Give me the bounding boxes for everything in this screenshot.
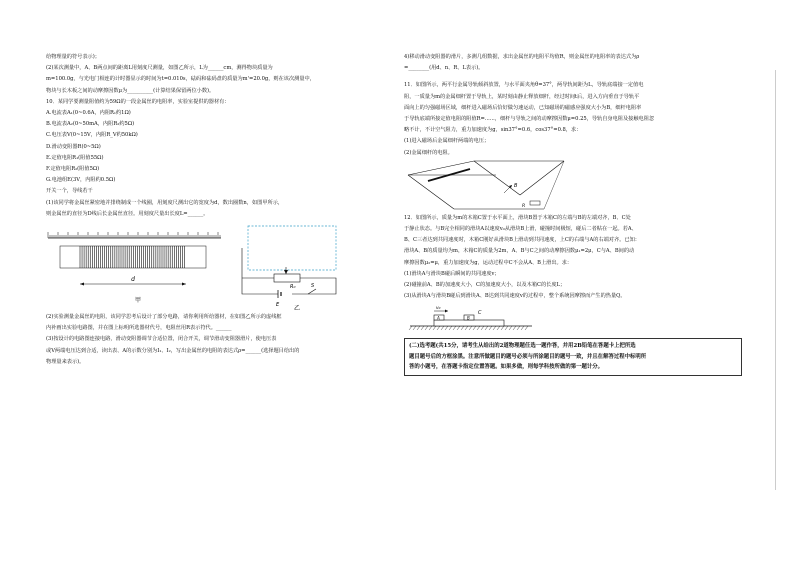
figure-inclined-rails: [404, 159, 742, 213]
figure-coil-and-circuit: [46, 224, 376, 312]
text-line: 于导轨底端所接定值电阻的阻值R=......，细杆与导轨之间的动摩擦因数μ=0.25，导轨自身电阻及接触电阻忽: [404, 116, 655, 123]
left-column: [46, 52, 376, 368]
text-line: 4)移动滑动变阻器的滑片，多测几组数据，求出金属丝的电阻平均值R，则金属丝的电阻率的表达式为ρ: [404, 54, 640, 60]
ground-hatch: [437, 326, 440, 330]
ground-hatch: [509, 326, 512, 330]
label-jia: 甲: [134, 297, 142, 305]
note-line: (二)选考题(共15分，请考生从给出的2道物理题任选一题作答，并用2B铅笔在答题卡上把所选: [409, 343, 636, 350]
option-f: F.定值电阻R₂(阻值5Ω): [46, 166, 100, 173]
ground-hatch: [449, 326, 452, 330]
binding-margin: [775, 70, 786, 490]
text-line: 于静止状态。与B完全相同的滑块A以速度v₀从滑块B上滑，碰撞时间极短，碰后二者粘在一起。若A、: [404, 226, 637, 233]
label-s: S: [311, 283, 315, 290]
text-line: 摩擦因数μ₂=μ，重力加速度为g，运动过程中C不会从A、B上滑出。求：: [404, 259, 573, 266]
label-r: R: [522, 203, 526, 209]
text-line: =________(用d、n、R、L表示)。: [404, 65, 484, 72]
label-a: A: [437, 315, 440, 321]
text-line: (3)从滑块A与滑块B碰后到滑块A、B达到共同速度v的过程中，整个系统因摩擦而产生的热量Q。: [404, 293, 626, 300]
label-bb: B: [467, 315, 470, 321]
ground-hatch: [457, 326, 460, 330]
question-12: 12．如图所示，质量为m的木箱C置于水平面上，滑块B置于木箱C的左端与B的左端对齐，B、C处: [404, 214, 631, 221]
label-r0: R₀: [290, 284, 296, 291]
text-line: B、C三者达到共同速度时，木箱C刚好从滑块B上滑动到共同速度，上C的右端与A的右端对齐。已知：: [404, 237, 640, 244]
note-line: 答的小题号，在答题卡指定位置答题。如果多做，则每学科按所做的第一题计分。: [409, 364, 604, 371]
ground-hatch: [421, 326, 424, 330]
ground-hatch: [429, 326, 432, 330]
question-11: 11．如图所示，两平行金属导轨倾斜放置，与水平面夹角θ=37°，两导轨间距为L，导轨底端接一定值电: [404, 82, 644, 89]
text-line: (1)滑块A与滑块B碰后瞬间的共同速度v；: [404, 270, 500, 277]
text-line: (1)进入磁场后金属细杆两端的电压；: [404, 138, 490, 145]
optional-questions-note: [404, 338, 742, 376]
text-line: (3)按设计的电路图连接电路，滑动变阻器调节合适位置，闭合开关，调节滑动变阻器滑片，使电压表: [46, 336, 277, 343]
option-d: D.滑动变阻器R(0~5Ω): [46, 143, 101, 150]
text-line: (2)实验测量金属丝的电阻，该同学思考后设计了部分电路，请你利用所给器材，在如图乙所示的虚线框: [46, 314, 282, 321]
ground-hatch: [473, 326, 476, 330]
text-line: 物理量来表示)。: [46, 358, 85, 365]
text-line: (2)某次测量中，A、B两点间的距离L用刻度尺测量，如图乙所示，L为______cm，测得物块质量为: [46, 65, 273, 72]
text-line: 略不计，不计空气阻力，重力加速度为g，sin37°=0.6，cos37°=0.8，求：: [404, 127, 582, 134]
ground-hatch: [505, 326, 508, 330]
ground-hatch: [501, 326, 504, 330]
label-yi: 乙: [294, 305, 301, 313]
label-c: C: [478, 310, 482, 317]
ground-hatch: [481, 326, 484, 330]
ground-hatch: [497, 326, 500, 330]
text-line: 开关一个，导线若干: [46, 188, 93, 195]
text-line: 内补画出实验电路图，并在图上标明所选器材代号，电阻丝用R表示符代。______: [46, 325, 232, 332]
ground-hatch: [413, 326, 416, 330]
text-line: 物块与长木板之间的动摩擦因数μ为__________(计算结果保留两位小数)。: [46, 87, 215, 94]
ground-hatch: [445, 326, 448, 330]
ground-hatch: [433, 326, 436, 330]
text-line: (2)碰撞前A、B的加速度大小，C的加速度大小，以及木箱C的长度L；: [404, 282, 566, 289]
option-a: A.电流表A₁(0~0.6A，内阻R₁约1Ω): [46, 110, 131, 117]
ground-hatch: [461, 326, 464, 330]
right-column: [404, 52, 742, 376]
ground-hatch: [517, 326, 520, 330]
text-line: (2)金属细杆的电阻。: [404, 149, 453, 156]
ground-hatch: [521, 326, 524, 330]
text-line: 面向上的匀强磁场区域，细杆进入磁场后恰好做匀速运动，已知磁场的磁感应强度大小为B，细杆电阻率: [404, 104, 642, 111]
option-c: C.电压表V(0~15V，内阻R_V约50kΩ): [46, 132, 138, 139]
option-e: E.定值电阻R₁(阻值55Ω): [46, 154, 104, 161]
ground-hatch: [493, 326, 496, 330]
ground-hatch: [453, 326, 456, 330]
ground-hatch: [513, 326, 516, 330]
ground-hatch: [489, 326, 492, 330]
ground-hatch: [477, 326, 480, 330]
ground-hatch: [425, 326, 428, 330]
ground-hatch: [465, 326, 468, 330]
ground-hatch: [441, 326, 444, 330]
text-line: 滑块A、B的质量均为m，木箱C的质量为2m，A、B与C之间的动摩擦因数μ₁=2μ，C与A、B间的动: [404, 248, 635, 255]
ground-hatch: [417, 326, 420, 330]
ground-hatch: [409, 326, 412, 330]
text-line: 则金属丝的直径为D线后长金属丝直径。用刻度尺量出长度L=______。: [46, 210, 209, 217]
text-line: 或V两端电压达到合适，读出表、A的示数分别为I₁、I₂，写出金属丝的电阻的表达式ρ=______(选择题目给出的: [46, 347, 300, 354]
figure-blocks: [404, 302, 742, 332]
label-e: E: [276, 302, 280, 309]
text-line: 给物理量的符号表示)；: [46, 54, 100, 60]
option-g: G.电池组E(3V，内阻约0.5Ω): [46, 177, 116, 184]
text-line: m=100.0g，与光电门相连的计时器显示的时间为t=0.010s，砝码和砝码盘的质量为m'=20.0g，则在该次测量中，: [46, 76, 315, 83]
text-line: 阻，一质量为m的金属细杆置于导轨上，某时刻由静止释放细杆，经过时间t后，进入方向垂直于导轨平: [404, 93, 640, 100]
label-b: B: [514, 182, 518, 189]
note-line: 题目题号后的方框涂黑。注意所做题目的题号必须与所涂题目的题号一致，并且在解答过程中标明所: [409, 353, 647, 360]
ground-hatch: [525, 326, 528, 330]
ground-hatch: [485, 326, 488, 330]
ground-hatch: [469, 326, 472, 330]
question-10: 10．某同学要测量阻值约为59Ω的一段金属丝的电阻率，实验室提供的器材有：: [46, 98, 230, 105]
label-v0: v₀: [436, 306, 441, 312]
option-b: B.电流表A₂(0~50mA，内阻R₂约5Ω): [46, 121, 135, 128]
text-line: (1)该同学将金属丝紧密地并排绕制成一个线圈，用刻度尺测出它的宽度为d，数出圈数n，如图甲所示，: [46, 199, 284, 206]
label-d: d: [131, 276, 135, 284]
